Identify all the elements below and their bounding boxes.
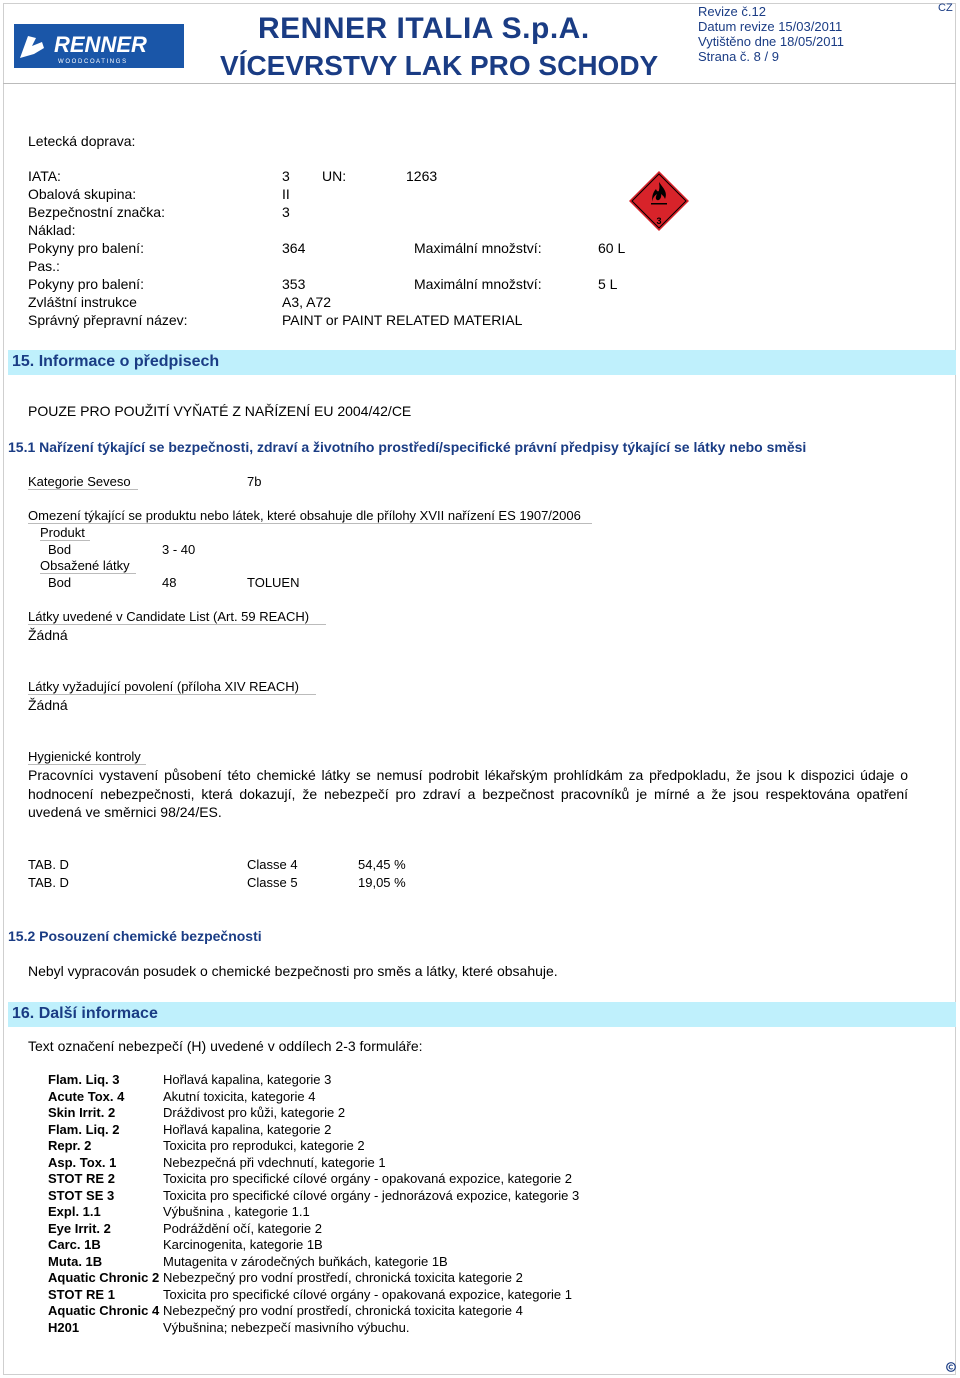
product-name: VÍCEVRSTVY LAK PRO SCHODY <box>220 50 659 81</box>
hazard-label-label: Bezpečnostní značka: <box>28 204 165 220</box>
pack-group-value: II <box>282 186 290 202</box>
restriction-note: POUZE PRO POUŽITÍ VYŇATÉ Z NAŘÍZENÍ EU 2004/42/CE <box>28 403 412 419</box>
hazard-code: STOT RE 1 <box>48 1287 115 1302</box>
section-15-title: 15. Informace o předpisech <box>12 353 220 370</box>
hazard-text: Podráždění očí, kategorie 2 <box>163 1221 322 1236</box>
hazard-row <box>48 1188 579 1203</box>
hazard-code: STOT RE 2 <box>48 1171 115 1186</box>
hazard-row <box>48 1155 386 1170</box>
max-qty-1-label: Maximální množství: <box>414 240 542 256</box>
flammable-liquid-icon <box>628 170 690 232</box>
restrictions-heading: Omezení týkající se produktu nebo látek, které obsahuje dle přílohy XVII nařízení ES 1907/2006 <box>28 508 592 524</box>
hazard-text: Karcinogenita, kategorie 1B <box>163 1237 323 1252</box>
authorisation-value: Žádná <box>28 697 68 713</box>
hazard-code: H201 <box>48 1320 80 1335</box>
hazard-row <box>48 1221 322 1236</box>
candidate-list-value: Žádná <box>28 627 68 643</box>
hazard-row <box>48 1105 345 1120</box>
subsection-15-1-title: 15.1 Nařízení týkající se bezpečnosti, zdraví a životního prostředí/specifické právní předpisy týkající se látky nebo směsi <box>8 439 807 455</box>
language-code: CZ <box>938 2 953 14</box>
hazard-row <box>48 1138 365 1153</box>
special-instr-value: A3, A72 <box>282 294 332 310</box>
bod-1-value: 3 - 40 <box>162 542 196 557</box>
hazard-code: Muta. 1B <box>48 1254 103 1269</box>
hazard-text-intro: Text označení nebezpečí (H) uvedené v oddílech 2-3 formuláře: <box>28 1038 423 1054</box>
hazard-text: Dráždivost pro kůži, kategorie 2 <box>163 1105 346 1120</box>
passenger-label: Pas.: <box>28 258 60 274</box>
hazard-code: Aquatic Chronic 4 <box>48 1303 160 1318</box>
pack-instr-2-label: Pokyny pro balení: <box>28 276 144 292</box>
pack-instr-1-value: 364 <box>282 240 306 256</box>
hazard-text: Nebezpečná při vdechnutí, kategorie 1 <box>163 1155 386 1170</box>
hazard-code: Repr. 2 <box>48 1138 92 1153</box>
shipping-name-value: PAINT or PAINT RELATED MATERIAL <box>282 312 523 328</box>
cargo-label: Náklad: <box>28 222 76 238</box>
hazard-text: Výbušnina; nebezpečí masivního výbuchu. <box>163 1320 410 1335</box>
hazard-row <box>48 1270 523 1285</box>
iata-value: 3 <box>282 168 290 184</box>
hazard-code: Flam. Liq. 3 <box>48 1072 120 1087</box>
hazard-code: Flam. Liq. 2 <box>48 1122 120 1137</box>
tab-1-value: 54,45 % <box>358 857 406 872</box>
revision: Revize č.12 <box>698 4 766 19</box>
hazard-text: Toxicita pro specifické cílové orgány - jednorázová expozice, kategorie 3 <box>163 1188 580 1203</box>
iata-label: IATA: <box>28 168 61 184</box>
header-divider <box>3 83 956 84</box>
seveso-value: 7b <box>247 474 262 489</box>
hazard-code: Acute Tox. 4 <box>48 1089 125 1104</box>
pack-instr-2-value: 353 <box>282 276 306 292</box>
hazard-row <box>48 1089 315 1104</box>
hazard-text: Toxicita pro specifické cílové orgány - opakovaná expozice, kategorie 1 <box>163 1287 572 1302</box>
bod-2-value: 48 <box>162 575 177 590</box>
hazard-text: Akutní toxicita, kategorie 4 <box>163 1089 316 1104</box>
pack-group-label: Obalová skupina: <box>28 186 137 202</box>
bod-1-label: Bod <box>48 542 72 557</box>
shipping-name-label: Správný přepravní název: <box>28 312 188 328</box>
tab-1-class: Classe 4 <box>247 857 298 872</box>
hazard-text: Hořlavá kapalina, kategorie 2 <box>163 1122 332 1137</box>
subsection-15-2-title: 15.2 Posouzení chemické bezpečnosti <box>8 928 262 944</box>
max-qty-2-value: 5 L <box>598 276 618 292</box>
tab-2-label: TAB. D <box>28 875 69 890</box>
hazard-text: Nebezpečný pro vodní prostředí, chronická toxicita kategorie 2 <box>163 1270 523 1285</box>
page-number: Strana č. 8 / 9 <box>698 49 779 64</box>
company-name: RENNER ITALIA S.p.A. <box>258 12 590 45</box>
hazard-code: Eye Irrit. 2 <box>48 1221 111 1236</box>
hygiene-text: Pracovníci vystavení působení této chemické látky se nemusí podrobit lékařským prohlídkám za předpokladu, že jsou k dispozici údaje o hodnocení nebezpečnosti, která dokazují, že nebezpečí pro zdraví a bezpečnost pracovníků je mírné a že jsou respektována opatření uvedená ve směrnici 98/24/ES. <box>28 767 908 820</box>
max-qty-2-label: Maximální množství: <box>414 276 542 292</box>
special-instr-label: Zvláštní instrukce <box>28 294 137 310</box>
tab-2-value: 19,05 % <box>358 875 406 890</box>
hazard-text: Nebezpečný pro vodní prostředí, chronická toxicita kategorie 4 <box>163 1303 523 1318</box>
product-label: Produkt <box>40 525 90 541</box>
hazard-code: Carc. 1B <box>48 1237 101 1252</box>
hazard-code: Asp. Tox. 1 <box>48 1155 117 1170</box>
tab-1-label: TAB. D <box>28 857 69 872</box>
section-16-title: 16. Další informace <box>12 1005 158 1022</box>
candidate-list-heading: Látky uvedené v Candidate List (Art. 59 REACH) <box>28 609 326 625</box>
hazard-text: Hořlavá kapalina, kategorie 3 <box>163 1072 332 1087</box>
hazard-code: Aquatic Chronic 2 <box>48 1270 160 1285</box>
hazard-row <box>48 1303 523 1318</box>
hazard-text: Toxicita pro reprodukci, kategorie 2 <box>163 1138 365 1153</box>
section-16-header <box>8 1002 956 1027</box>
hazard-row <box>48 1237 323 1252</box>
renner-logo <box>14 24 184 68</box>
hazard-row <box>48 1072 331 1087</box>
diamond-class-number: 3 <box>656 216 662 226</box>
hazard-row <box>48 1122 331 1137</box>
revision-date: Datum revize 15/03/2011 <box>698 19 843 34</box>
hazard-row <box>48 1204 310 1219</box>
csa-text: Nebyl vypracován posudek o chemické bezpečnosti pro směs a látky, které obsahuje. <box>28 963 558 979</box>
logo-text: RENNER <box>54 32 147 57</box>
hazard-text: Výbušnina , kategorie 1.1 <box>163 1204 310 1219</box>
hazard-code: Skin Irrit. 2 <box>48 1105 116 1120</box>
tab-2-class: Classe 5 <box>247 875 298 890</box>
seveso-label: Kategorie Seveso <box>28 474 138 490</box>
hazard-row <box>48 1287 572 1302</box>
pack-instr-1-label: Pokyny pro balení: <box>28 240 144 256</box>
print-date: Vytištěno dne 18/05/2011 <box>698 34 845 49</box>
copyright-mark-icon <box>946 1362 956 1372</box>
hazard-row <box>48 1320 409 1335</box>
max-qty-1-value: 60 L <box>598 240 626 256</box>
bod-2-substance: TOLUEN <box>247 575 300 590</box>
hazard-text: Mutagenita v zárodečných buňkách, kategorie 1B <box>163 1254 448 1269</box>
un-value: 1263 <box>406 168 438 184</box>
hazard-code: STOT SE 3 <box>48 1188 115 1203</box>
hazard-row <box>48 1171 572 1186</box>
un-label: UN: <box>322 168 347 184</box>
authorisation-heading: Látky vyžadující povolení (příloha XIV REACH) <box>28 679 316 695</box>
hygiene-heading: Hygienické kontroly <box>28 749 146 765</box>
hazard-code: Expl. 1.1 <box>48 1204 101 1219</box>
logo-subtext: W O O D C O A T I N G S <box>58 59 127 65</box>
bod-2-label: Bod <box>48 575 72 590</box>
air-transport-heading: Letecká doprava: <box>28 133 136 149</box>
hazard-row <box>48 1254 448 1269</box>
section-15-header <box>8 350 956 375</box>
contained-substances-label: Obsažené látky <box>40 558 136 574</box>
hazard-text: Toxicita pro specifické cílové orgány - opakovaná expozice, kategorie 2 <box>163 1171 572 1186</box>
hazard-label-value: 3 <box>282 204 290 220</box>
